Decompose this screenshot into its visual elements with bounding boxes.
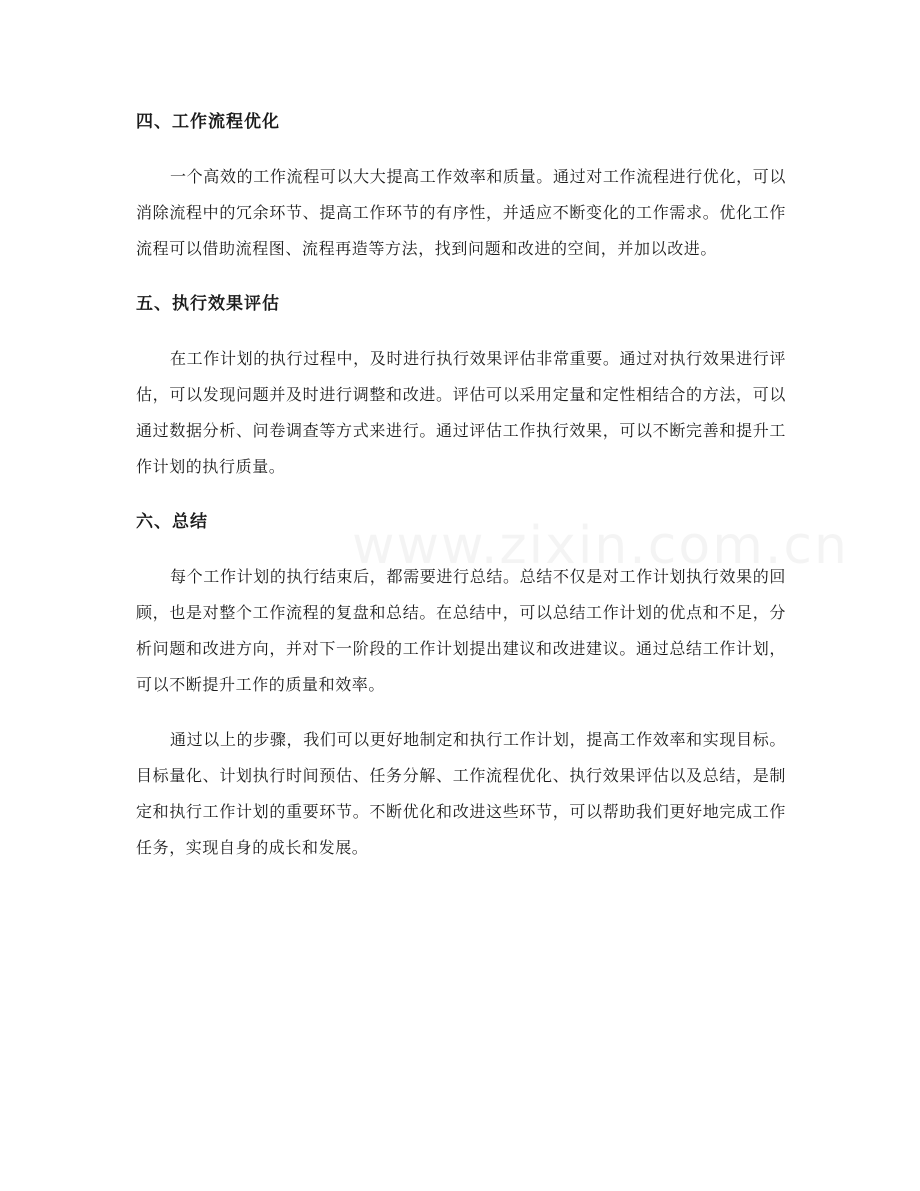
section-5-paragraph: 在工作计划的执行过程中，及时进行执行效果评估非常重要。通过对执行效果进行评估，可以发现问题并及时进行调整和改进。评估可以采用定量和定性相结合的方法，可以通过数据分析、问卷调查等方式来进行。通过评估工作执行效果，可以不断完善和提升工作计划的执行质量。 xyxy=(136,349,786,476)
section-heading-4: 四、工作流程优化 xyxy=(136,112,280,132)
section-heading-5: 五、执行效果评估 xyxy=(136,294,280,314)
section-6-paragraph-2: 通过以上的步骤，我们可以更好地制定和执行工作计划，提高工作效率和实现目标。目标量化、计划执行时间预估、任务分解、工作流程优化、执行效果评估以及总结，是制定和执行工作计划的重要环节。不断优化和改进这些环节，可以帮助我们更好地完成工作任务，实现自身的成长和发展。 xyxy=(136,730,786,857)
section-6-paragraph-1: 每个工作计划的执行结束后，都需要进行总结。总结不仅是对工作计划执行效果的回顾，也是对整个工作流程的复盘和总结。在总结中，可以总结工作计划的优点和不足，分析问题和改进方向，并对下一阶段的工作计划提出建议和改进建议。通过总结工作计划，可以不断提升工作的质量和效率。 xyxy=(136,567,786,694)
document-body xyxy=(136,104,786,866)
section-heading-6: 六、总结 xyxy=(136,512,208,532)
section-4-paragraph: 一个高效的工作流程可以大大提高工作效率和质量。通过对工作流程进行优化，可以消除流程中的冗余环节、提高工作环节的有序性，并适应不断变化的工作需求。优化工作流程可以借助流程图、流程再造等方法，找到问题和改进的空间，并加以改进。 xyxy=(136,167,786,258)
